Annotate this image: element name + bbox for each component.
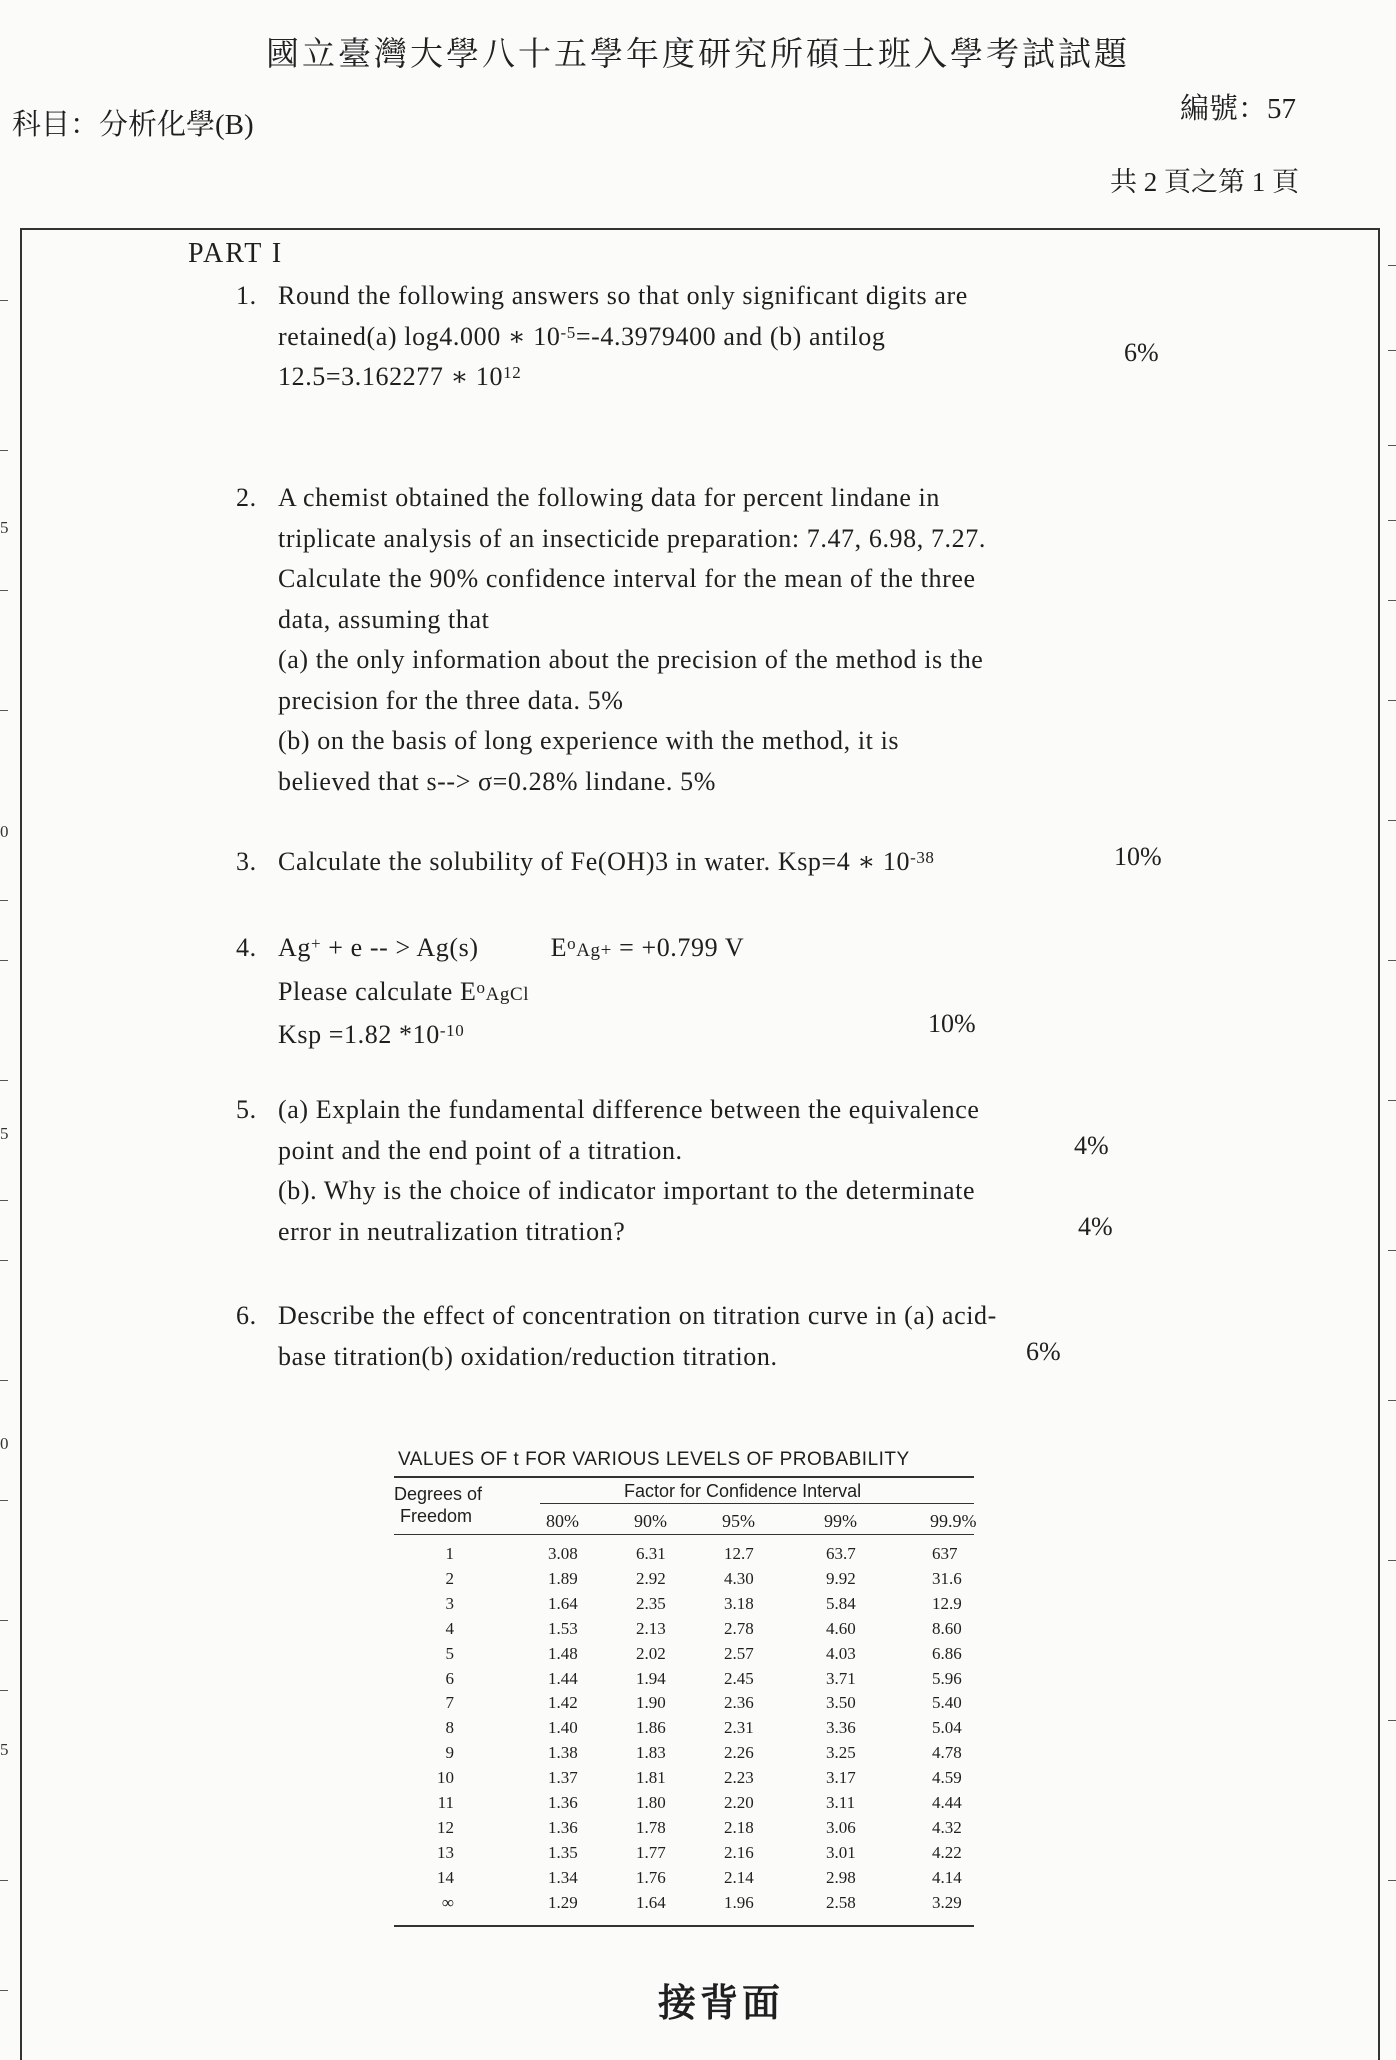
table-cell: 1.37 bbox=[548, 1768, 578, 1788]
dof-cell: 8 bbox=[445, 1718, 454, 1738]
table-cell: 1.96 bbox=[724, 1892, 754, 1912]
dof-cell: 3 bbox=[445, 1593, 454, 1613]
table-cell: 4.78 bbox=[932, 1743, 962, 1763]
table-cell: 3.71 bbox=[826, 1668, 856, 1688]
table-cell: 1.76 bbox=[636, 1867, 666, 1887]
table-cell: 637 bbox=[932, 1544, 958, 1563]
exam-title: 國立臺灣大學八十五學年度研究所碩士班入學考試試題 bbox=[266, 37, 1130, 73]
question-3: 3. Calculate the solubility of Fe(OH)3 in water. Ksp=4 ∗ $10^{-38}$ bbox=[236, 842, 1236, 883]
question-number: 2. bbox=[236, 483, 257, 512]
score-percent: 10% bbox=[1114, 842, 1162, 871]
table-cell: 1.83 bbox=[636, 1743, 666, 1763]
margin-number: 0 bbox=[0, 822, 9, 841]
dof-cell: 6 bbox=[445, 1668, 454, 1688]
table-cell: 2.02 bbox=[636, 1643, 666, 1663]
table-cell: 4.60 bbox=[826, 1618, 856, 1638]
table-cell: 6.31 bbox=[636, 1544, 666, 1563]
margin-number: 0 bbox=[0, 1434, 9, 1453]
dof-cell: 4 bbox=[445, 1618, 454, 1638]
table-cell: 3.17 bbox=[826, 1768, 856, 1788]
question-5 bbox=[236, 1090, 1168, 1252]
question-text: (a) Explain the fundamental difference between the equivalence bbox=[278, 1095, 980, 1124]
table-cell: 3.29 bbox=[932, 1892, 962, 1912]
table-cell: 3.06 bbox=[826, 1817, 856, 1837]
table-cell: 1.38 bbox=[548, 1743, 578, 1763]
question-number: 4. bbox=[236, 933, 257, 962]
table-cell: 1.29 bbox=[548, 1892, 578, 1912]
exam-code: 編號：57 bbox=[1180, 93, 1297, 125]
table-cell: 2.92 bbox=[636, 1568, 666, 1588]
question-text: Calculate the solubility of Fe(OH)3 in water. Ksp=4 ∗ 10 bbox=[278, 847, 911, 876]
question-text: error in neutralization titration? bbox=[278, 1216, 626, 1246]
table-cell: 2.23 bbox=[724, 1768, 754, 1788]
table-cell: 2.14 bbox=[724, 1867, 754, 1887]
table-cell: 2.20 bbox=[724, 1793, 754, 1812]
table-cell: 2.57 bbox=[724, 1643, 754, 1663]
table-cell: 1.94 bbox=[636, 1668, 666, 1688]
table-cell: 5.84 bbox=[826, 1593, 856, 1613]
question-text: believed that s--> σ=0.28% lindane. 5% bbox=[278, 766, 716, 796]
table-cell: 2.98 bbox=[826, 1867, 856, 1887]
table-cell: 4.32 bbox=[932, 1817, 962, 1837]
dof-header: Degrees of bbox=[394, 1484, 483, 1504]
table-cell: 4.30 bbox=[724, 1568, 754, 1588]
table-cell: 12.7 bbox=[724, 1544, 754, 1563]
table-top-rule bbox=[394, 1476, 974, 1478]
factor-rule bbox=[540, 1503, 974, 1504]
table-cell: 1.80 bbox=[636, 1793, 666, 1812]
table-cell: 3.50 bbox=[826, 1693, 856, 1713]
table-cell: 9.92 bbox=[826, 1568, 856, 1588]
question-text: (b). Why is the choice of indicator important to the determinate bbox=[278, 1176, 976, 1205]
dof-cell: 7 bbox=[445, 1693, 454, 1713]
dof-cell: ∞ bbox=[441, 1892, 454, 1912]
dof-cell: 9 bbox=[445, 1743, 454, 1763]
table-cell: 1.36 bbox=[548, 1793, 578, 1812]
table-cell: 5.96 bbox=[932, 1668, 962, 1688]
table-cell: 2.45 bbox=[724, 1668, 754, 1688]
table-cell: 2.26 bbox=[724, 1743, 754, 1763]
dof-cell: 11 bbox=[437, 1793, 454, 1812]
question-2 bbox=[236, 478, 1168, 802]
table-cell: 2.58 bbox=[826, 1892, 856, 1912]
table-cell: 1.90 bbox=[636, 1693, 666, 1713]
table-cell: 1.64 bbox=[548, 1593, 578, 1613]
continue-on-back: 接背面 bbox=[657, 1983, 784, 2025]
table-cell: 5.40 bbox=[932, 1693, 962, 1713]
table-cell: 6.86 bbox=[932, 1643, 962, 1663]
question-text: (a) the only information about the precision of the method is the bbox=[278, 645, 984, 674]
table-cell: 2.16 bbox=[724, 1842, 754, 1862]
table-cell: 1.77 bbox=[636, 1842, 666, 1862]
table-cell: 3.01 bbox=[826, 1842, 856, 1862]
score-percent: 6% bbox=[1026, 1337, 1061, 1366]
dof-cell: 10 bbox=[437, 1768, 454, 1788]
part-heading: PART I bbox=[188, 238, 284, 269]
header-rule bbox=[394, 1534, 974, 1535]
table-cell: 4.59 bbox=[932, 1768, 962, 1788]
question-text: data, assuming that bbox=[278, 604, 490, 634]
question-1 bbox=[236, 276, 1168, 398]
table-cell: 1.34 bbox=[548, 1867, 578, 1887]
factor-header: Factor for Confidence Interval bbox=[624, 1481, 862, 1501]
table-cell: 1.40 bbox=[548, 1718, 578, 1738]
table-cell: 1.81 bbox=[636, 1768, 666, 1788]
table-cell: 2.13 bbox=[636, 1618, 666, 1638]
question-text: retained(a) log4.000 ∗ $10^{-5}=-4.3979400$ and (b) antilog bbox=[278, 321, 886, 351]
question-number: 1. bbox=[236, 281, 257, 310]
table-cell: 1.35 bbox=[548, 1842, 578, 1862]
dof-cell: 5 bbox=[445, 1643, 454, 1663]
question-text: 12.5=3.162277 ∗ $10^{12}$ bbox=[278, 362, 522, 391]
table-cell: 4.14 bbox=[932, 1867, 962, 1887]
score-percent: 10% bbox=[928, 1009, 976, 1038]
dof-cell: 13 bbox=[437, 1842, 454, 1862]
column-header: 95% bbox=[722, 1511, 755, 1531]
table-cell: 31.6 bbox=[932, 1568, 962, 1588]
table-cell: 2.31 bbox=[724, 1718, 754, 1738]
question-text: Ksp =1.82 $*10^{-10}$ bbox=[278, 1020, 465, 1049]
table-cell: 2.78 bbox=[724, 1618, 754, 1638]
dof-cell: 12 bbox=[437, 1817, 454, 1837]
dof-cell: 2 bbox=[445, 1568, 454, 1588]
table-cell: 1.44 bbox=[548, 1668, 578, 1688]
question-text: point and the end point of a titration. bbox=[278, 1135, 683, 1165]
table-cell: 1.78 bbox=[636, 1817, 666, 1837]
question-text: Please calculate $E^oAgCl$ bbox=[278, 976, 530, 1006]
table-cell: 63.7 bbox=[826, 1544, 856, 1563]
table-cell: 12.9 bbox=[932, 1593, 962, 1613]
column-header: 80% bbox=[546, 1511, 579, 1531]
table-cell: 3.08 bbox=[548, 1544, 578, 1563]
question-number: 3. bbox=[236, 847, 257, 876]
dof-header: Freedom bbox=[400, 1506, 473, 1526]
margin-number: 5 bbox=[0, 1740, 9, 1759]
subject-label: 科目：分析化學(B) bbox=[12, 109, 254, 141]
question-text: (b) on the basis of long experience with the method, it is bbox=[278, 726, 900, 755]
table-cell: 3.11 bbox=[826, 1793, 856, 1812]
question-text: base titration(b) oxidation/reduction titration. bbox=[278, 1341, 778, 1371]
table-bottom-rule bbox=[394, 1925, 974, 1927]
question-text: Describe the effect of concentration on titration curve in (a) acid- bbox=[278, 1301, 997, 1330]
question-text: Ag+ + e -- > Ag(s) $E^oAg+ = +0.799$ V bbox=[278, 933, 745, 962]
column-header: 99.9% bbox=[930, 1511, 977, 1531]
column-header: 90% bbox=[634, 1511, 667, 1531]
question-text: Calculate the 90% confidence interval for the mean of the three bbox=[278, 564, 976, 593]
dof-cell: 1 bbox=[445, 1544, 454, 1563]
table-cell: 1.86 bbox=[636, 1718, 666, 1738]
table-cell: 1.53 bbox=[548, 1618, 578, 1638]
table-cell: 4.44 bbox=[932, 1793, 962, 1812]
table-cell: 4.22 bbox=[932, 1842, 962, 1862]
question-text: precision for the three data. 5% bbox=[278, 685, 624, 715]
table-cell: 2.35 bbox=[636, 1593, 666, 1613]
margin-number: 5 bbox=[0, 1124, 9, 1143]
score-percent: 4% bbox=[1074, 1131, 1109, 1160]
table-cell: 1.48 bbox=[548, 1643, 578, 1663]
table-cell: 1.42 bbox=[548, 1693, 578, 1713]
score-percent: 4% bbox=[1078, 1212, 1113, 1241]
table-cell: 2.18 bbox=[724, 1817, 754, 1837]
page-count: 共 2 頁之第 1 頁 bbox=[1110, 167, 1299, 197]
table-cell: 1.64 bbox=[636, 1892, 666, 1912]
table-cell: 8.60 bbox=[932, 1618, 962, 1638]
score-percent: 6% bbox=[1124, 338, 1159, 367]
table-cell: 1.36 bbox=[548, 1817, 578, 1837]
dof-cell: 14 bbox=[437, 1867, 454, 1887]
column-header: 99% bbox=[824, 1511, 857, 1531]
question-4 bbox=[236, 928, 1168, 1056]
margin-number: 5 bbox=[0, 518, 9, 537]
question-text: triplicate analysis of an insecticide preparation: 7.47, 6.98, 7.27. bbox=[278, 523, 986, 553]
table-cell: 1.89 bbox=[548, 1568, 578, 1588]
question-text: A chemist obtained the following data for percent lindane in bbox=[278, 483, 940, 512]
table-cell: 4.03 bbox=[826, 1643, 856, 1663]
table-cell: 3.18 bbox=[724, 1593, 754, 1613]
question-text: Round the following answers so that only significant digits are bbox=[278, 281, 968, 310]
question-number: 5. bbox=[236, 1095, 257, 1124]
table-cell: 5.04 bbox=[932, 1718, 962, 1738]
question-number: 6. bbox=[236, 1301, 257, 1330]
table-cell: 2.36 bbox=[724, 1693, 754, 1713]
table-cell: 3.36 bbox=[826, 1718, 856, 1738]
table-cell: 3.25 bbox=[826, 1743, 856, 1763]
table-title: VALUES OF t FOR VARIOUS LEVELS OF PROBABILITY bbox=[398, 1449, 910, 1470]
